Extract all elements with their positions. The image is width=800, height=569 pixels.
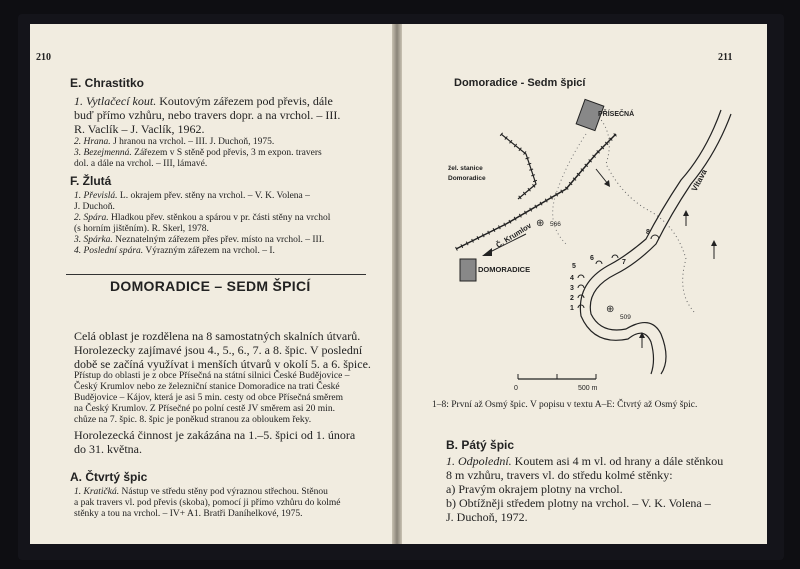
section-b-heading: B. Pátý špic	[446, 438, 515, 452]
railway-line	[456, 134, 616, 249]
section-b-route-1: 1. Odpolední. Koutem asi 4 m vl. od hrany a dále stěnkou 8 m vzhůru, travers vl. do středu kolmé stěnky: a) Pravým okrajem plotny na vrchol. b) Obtížněji středem plotny na vrchol. – V. K. Volena – J. Duchoň, 1972.	[446, 454, 724, 524]
climbing-ban-notice: Horolezecká činnost je zakázána na 1.–5. špici od 1. února do 31. května.	[74, 428, 356, 456]
left-page	[30, 24, 392, 544]
peak-label-1: 1	[570, 305, 574, 312]
map-scale-bar	[514, 374, 598, 392]
area-intro: Celá oblast je rozdělena na 8 samostatných skalních útvarů. Horolezecky zajímavé jsou 4., 5., 6., 7. a 8. špic. V poslední době se začíná využívat i menších útvarů v okolí 5. a 6. špice.	[74, 329, 371, 371]
section-e-route-1: 1. Vytlačecí kout. Koutovým zářezem pod převis, dále buď přímo vzhůru, nebo travers dopr. a na vrchol. – III. R. Vaclík – J. Vaclík, 1962.	[74, 94, 341, 136]
map-title: Domoradice - Sedm špicí	[454, 77, 586, 89]
section-a-heading: A. Čtvrtý špic	[70, 470, 148, 484]
section-a-route-1: 1. Kratičká. Nástup ve středu stěny pod výraznou střechou. Stěnou a pak travers vl. pod převis (skoba), pomocí ji přímo vzhůru do kolmé stěnky a tou na vrchol. – IV+ A1. Bratři Daníhelkové, 1975.	[74, 487, 341, 519]
peak-label-6: 6	[590, 255, 594, 262]
svg-text:⊕: ⊕	[536, 218, 545, 229]
peak-label-4: 4	[570, 275, 574, 282]
section-e-route-2: 2. Hrana. J hranou na vrchol. – III. J. Duchoň, 1975.	[74, 137, 275, 147]
map-caption: 1–8: První až Osmý špic. V popisu v textu A–E: Čtvrtý až Osmý špic.	[432, 400, 698, 410]
peak-label-7: 7	[622, 259, 626, 266]
right-page	[402, 24, 767, 544]
svg-text:Vltava: Vltava	[689, 167, 709, 193]
svg-text:500 m: 500 m	[578, 385, 598, 392]
page-number-left: 210	[36, 52, 51, 63]
peak-label-5: 5	[572, 263, 576, 270]
river-vltava	[590, 114, 731, 374]
section-e-route-3: 3. Bezejmenná. Zářezem v S stěně pod převis, 3 m expon. travers dol. a dále na vrchol. – III, lámavé.	[74, 148, 322, 169]
book-gutter	[392, 24, 402, 544]
section-f-route-2: 2. Spára. Hladkou přev. stěnkou a spárou v pr. části stěny na vrchol (s horním jištěním). R. Skerl, 1978.	[74, 213, 331, 234]
main-title: DOMORADICE – SEDM ŠPICÍ	[110, 278, 311, 294]
svg-text:DOMORADICE: DOMORADICE	[478, 265, 531, 274]
svg-text:⊕: ⊕	[606, 304, 615, 315]
svg-text:Č. Krumlov: Č. Krumlov	[494, 220, 533, 250]
section-f-route-4: 4. Poslední spára. Výrazným zářezem na vrchol. – I.	[74, 246, 275, 256]
divider-rule	[66, 274, 366, 275]
area-map	[446, 74, 746, 394]
svg-text:Domoradice: Domoradice	[448, 175, 486, 182]
section-f-route-1: 1. Převislá. L. okrajem přev. stěny na vrchol. – V. K. Volena – J. Duchoň.	[74, 191, 310, 212]
svg-text:žel. stanice: žel. stanice	[448, 165, 483, 172]
page-number-right: 211	[718, 52, 733, 63]
section-e-heading: E. Chrastitko	[70, 76, 145, 90]
svg-text:PŘÍSEČNÁ: PŘÍSEČNÁ	[598, 111, 635, 118]
peak-label-8: 8	[646, 229, 650, 236]
peak-label-3: 3	[570, 285, 574, 292]
section-f-route-3: 3. Spárka. Neznatelným zářezem přes přev. místo na vrchol. – III.	[74, 235, 325, 245]
svg-text:566: 566	[550, 221, 561, 228]
section-f-heading: F. Žlutá	[70, 174, 112, 188]
svg-text:0: 0	[514, 385, 518, 392]
svg-text:509: 509	[620, 314, 631, 321]
village-domoradice	[460, 259, 476, 281]
peak-label-2: 2	[570, 295, 574, 302]
access-paragraph: Přístup do oblasti je z obce Přísečná na státní silnici České Budějovice – Český Krumlov nebo ze železniční stanice Domoradice na trati České Budějovice – Kájov, která je asi 5 min. cesty od obce Přísečná směrem na Český Krumlov. Z Přísečné po polní cestě JV směrem asi 20 min. chůze na 7. špic. 8. špic je poněkud stranou za obloukem řeky.	[74, 371, 350, 425]
